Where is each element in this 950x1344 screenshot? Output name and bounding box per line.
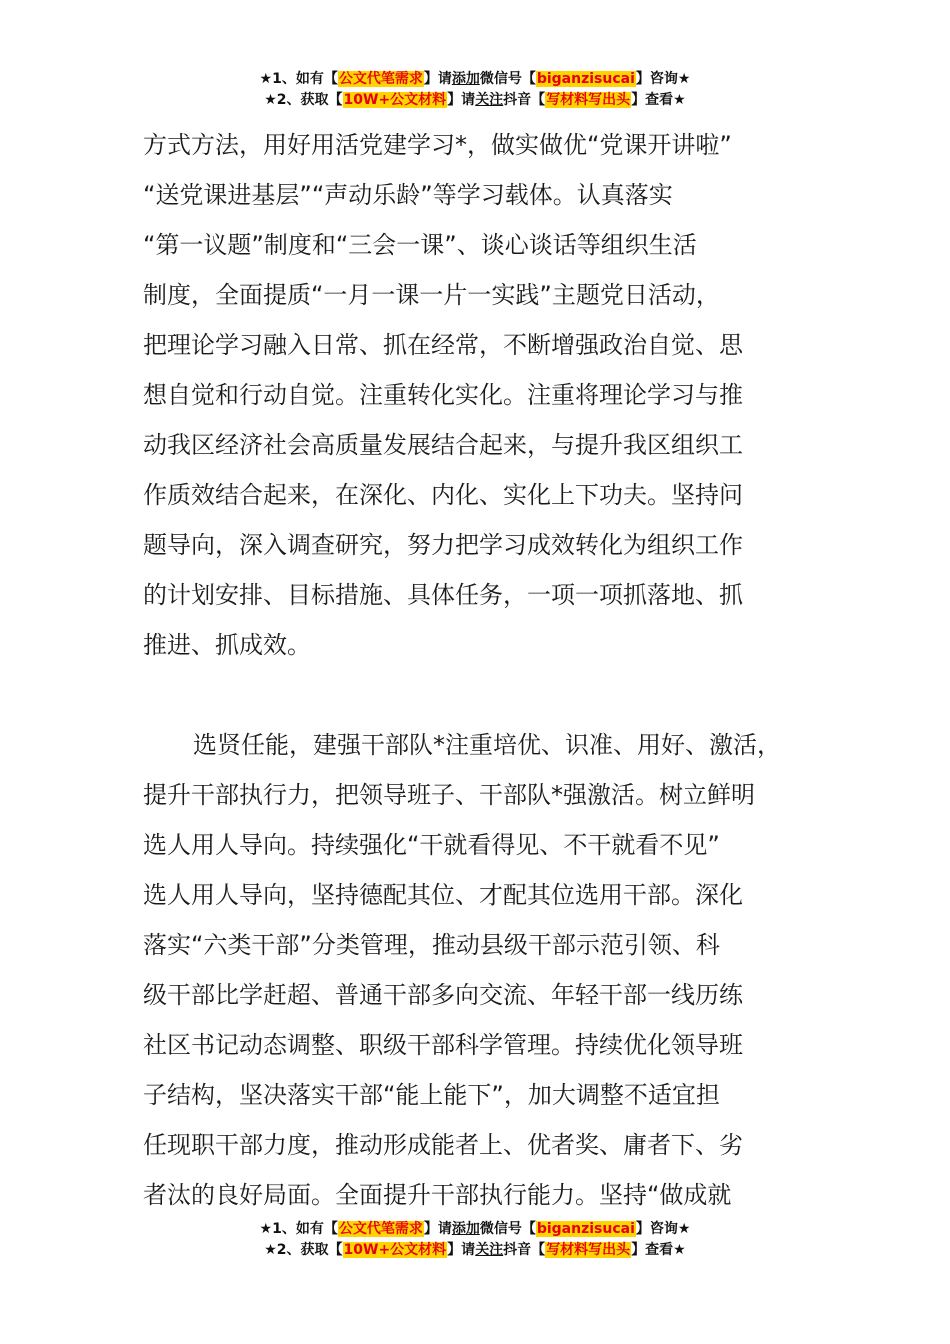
banner-line-1 bbox=[0, 1219, 950, 1240]
highlight-douyin-account: 写材料写出头 bbox=[546, 92, 631, 108]
text-line: 方式方法，用好用活党建学习*，做实做优“党课开讲啦” bbox=[143, 131, 732, 159]
banner-line-2 bbox=[0, 1240, 950, 1261]
banner-text-underlined: 添加 bbox=[451, 71, 480, 87]
banner-text: 】查看★ bbox=[631, 1242, 686, 1258]
text-line: 选人用人导向，坚持德配其位、才配其位选用干部。深化 bbox=[143, 881, 743, 909]
banner-text: 】咨询★ bbox=[635, 1221, 691, 1237]
banner-text: 微信号【 bbox=[479, 1221, 536, 1237]
text-line: 的计划安排、目标措施、具体任务，一项一项抓落地、抓 bbox=[143, 581, 743, 609]
paragraph-gap bbox=[143, 670, 843, 720]
banner-text-underlined: 关注 bbox=[475, 92, 504, 108]
banner-line-1 bbox=[0, 69, 950, 90]
text-line: 题导向，深入调查研究，努力把学习成效转化为组织工作 bbox=[143, 531, 743, 559]
banner-line-2 bbox=[0, 90, 950, 111]
text-line: 想自觉和行动自觉。注重转化实化。注重将理论学习与推 bbox=[143, 381, 743, 409]
text-line: 选贤任能，建强干部队*注重培优、识准、用好、激活， bbox=[193, 731, 781, 759]
text-line: 提升干部执行力，把领导班子、干部队*强激活。树立鲜明 bbox=[143, 781, 755, 809]
banner-text: 】请 bbox=[423, 71, 452, 87]
banner-text: 抖音【 bbox=[503, 1242, 546, 1258]
text-line: 选人用人导向。持续强化“干就看得见、不干就看不见” bbox=[143, 831, 720, 859]
banner-text: ★1、如有【 bbox=[259, 1221, 338, 1237]
footer-banner bbox=[0, 1219, 950, 1261]
banner-text-underlined: 添加 bbox=[451, 1221, 480, 1237]
text-line: 任现职干部力度，推动形成能者上、优者奖、庸者下、劣 bbox=[143, 1131, 743, 1159]
banner-text: 】咨询★ bbox=[635, 71, 691, 87]
highlight-service: 公文代笔需求 bbox=[338, 1221, 423, 1237]
banner-text: ★2、获取【 bbox=[264, 92, 343, 108]
banner-text: 微信号【 bbox=[479, 71, 536, 87]
banner-text: ★2、获取【 bbox=[264, 1242, 343, 1258]
text-line: “第一议题”制度和“三会一课”、谈心谈话等组织生活 bbox=[143, 231, 697, 259]
highlight-wechat-id: biganzisucai bbox=[536, 1221, 635, 1237]
text-line: 子结构，坚决落实干部“能上能下”，加大调整不适宜担 bbox=[143, 1081, 720, 1109]
text-line: “送党课进基层”“声动乐龄”等学习载体。认真落实 bbox=[143, 181, 673, 209]
document-body bbox=[143, 120, 843, 1220]
text-line: 推进、抓成效。 bbox=[143, 631, 311, 659]
banner-text: ★1、如有【 bbox=[259, 71, 338, 87]
text-line: 动我区经济社会高质量发展结合起来，与提升我区组织工 bbox=[143, 431, 743, 459]
banner-text-underlined: 关注 bbox=[475, 1242, 504, 1258]
banner-text: 】请 bbox=[423, 1221, 452, 1237]
highlight-materials: 10W+公文材料 bbox=[343, 1242, 447, 1258]
text-line: 落实“六类干部”分类管理，推动县级干部示范引领、科 bbox=[143, 931, 720, 959]
highlight-materials: 10W+公文材料 bbox=[343, 92, 447, 108]
text-line: 者汰的良好局面。全面提升干部执行能力。坚持“做成就 bbox=[143, 1181, 732, 1209]
text-line: 社区书记动态调整、职级干部科学管理。持续优化领导班 bbox=[143, 1031, 743, 1059]
banner-text: 】查看★ bbox=[631, 92, 686, 108]
text-line: 作质效结合起来，在深化、内化、实化上下功夫。坚持问 bbox=[143, 481, 743, 509]
text-line: 级干部比学赶超、普通干部多向交流、年轻干部一线历练 bbox=[143, 981, 743, 1009]
text-line: 把理论学习融入日常、抓在经常，不断增强政治自觉、思 bbox=[143, 331, 743, 359]
banner-text: 】请 bbox=[447, 1242, 476, 1258]
text-line: 制度，全面提质“一月一课一片一实践”主题党日活动， bbox=[143, 281, 720, 309]
banner-text: 抖音【 bbox=[503, 92, 546, 108]
highlight-douyin-account: 写材料写出头 bbox=[546, 1242, 631, 1258]
highlight-service: 公文代笔需求 bbox=[338, 71, 423, 87]
highlight-wechat-id: biganzisucai bbox=[536, 71, 635, 87]
header-banner bbox=[0, 69, 950, 111]
banner-text: 】请 bbox=[447, 92, 476, 108]
